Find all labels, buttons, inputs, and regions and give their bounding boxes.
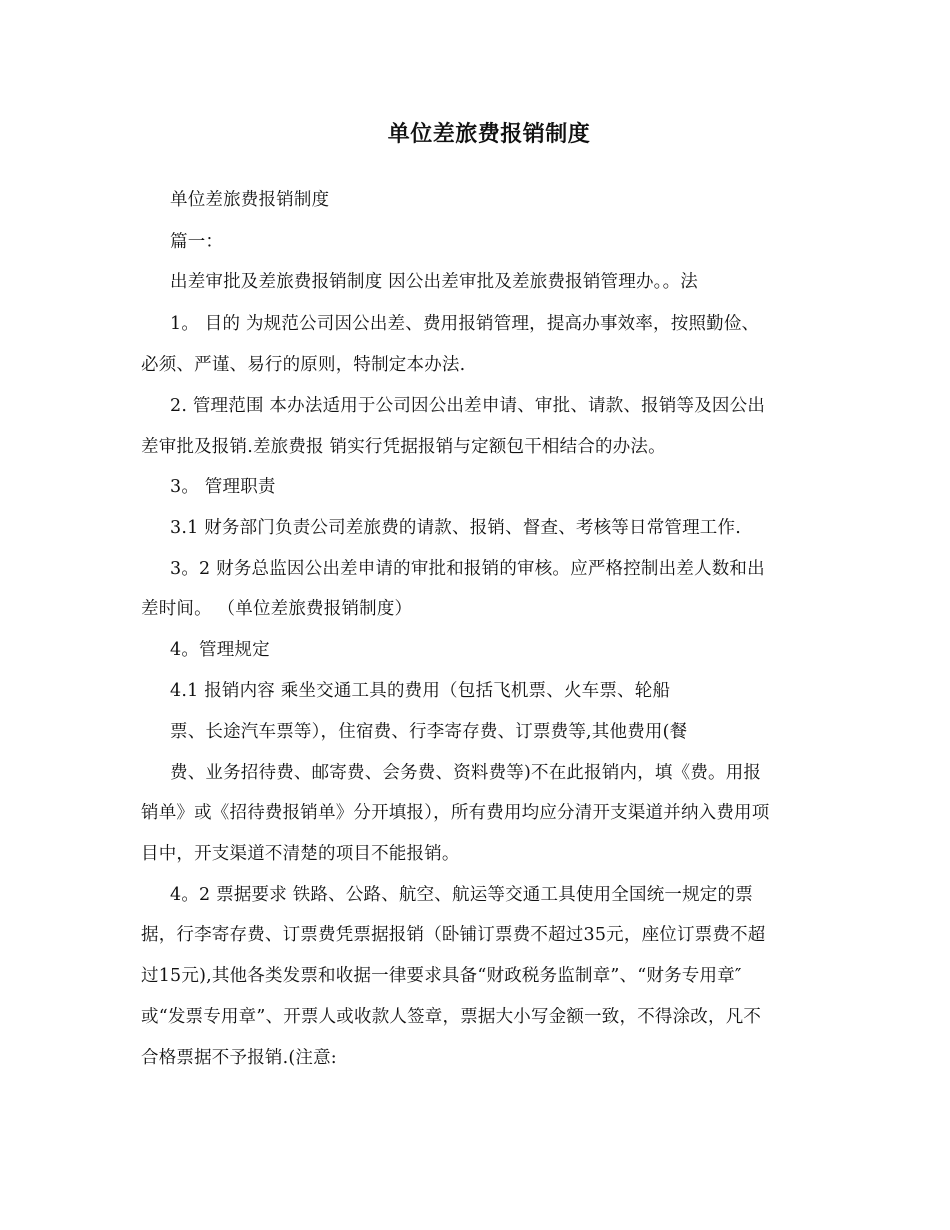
doc-subtitle: 单位差旅费报销制度	[170, 190, 330, 210]
paragraph-line: 1。 目的 为规范公司因公出差、费用报销管理，提高办事效率，按照勤俭、	[170, 314, 760, 334]
paragraph-line: 票、长途汽车票等），住宿费、行李寄存费、订票费等,其他费用(餐	[170, 722, 688, 742]
section-label: 篇一：	[170, 232, 224, 252]
paragraph-line: 差审批及报销.差旅费报 销实行凭据报销与定额包干相结合的办法。	[141, 437, 666, 457]
paragraph-line: 必须、严谨、易行的原则，特制定本办法.	[141, 355, 466, 375]
paragraph-line: 4。管理规定	[170, 640, 270, 660]
paragraph-line: 3。2 财务总监因公出差申请的审批和报销的审核。应严格控制出差人数和出	[170, 559, 765, 579]
paragraph-line: 4.1 报销内容 乘坐交通工具的费用（包括飞机票、火车票、轮船	[170, 681, 671, 701]
paragraph-line: 或“发票专用章”、开票人或收款人签章，票据大小写金额一致，不得涂改，凡不	[141, 1007, 762, 1027]
paragraph-line: 费、业务招待费、邮寄费、会务费、资料费等)不在此报销内，填《费。用报	[170, 763, 762, 783]
paragraph-line: 销单》或《招待费报销单》分开填报），所有费用均应分清开支渠道并纳入费用项	[141, 803, 770, 823]
paragraph-line: 目中，开支渠道不清楚的项目不能报销。	[141, 844, 460, 864]
paragraph-line: 3.1 财务部门负责公司差旅费的请款、报销、督查、考核等日常管理工作.	[170, 518, 741, 538]
paragraph-line: 过15元),其他各类发票和收据一律要求具备“财政税务监制章”、“财务专用章″	[141, 966, 742, 986]
paragraph-line: 出差审批及差旅费报销制度 因公出差审批及差旅费报销管理办。。法	[170, 272, 699, 292]
paragraph-line: 2. 管理范围 本办法适用于公司因公出差申请、审批、请款、报销等及因公出	[170, 396, 766, 416]
document-title: 单位差旅费报销制度	[387, 121, 591, 147]
paragraph-line: 差时间。 （单位差旅费报销制度）	[141, 599, 413, 619]
paragraph-line: 3。 管理职责	[170, 477, 276, 497]
paragraph-line: 4。2 票据要求 铁路、公路、航空、航运等交通工具使用全国统一规定的票	[170, 885, 753, 905]
paragraph-line: 合格票据不予报销.(注意:	[141, 1048, 337, 1068]
paragraph-line: 据，行李寄存费、订票费凭票据报销（卧铺订票费不超过35元，座位订票费不超	[141, 925, 766, 945]
